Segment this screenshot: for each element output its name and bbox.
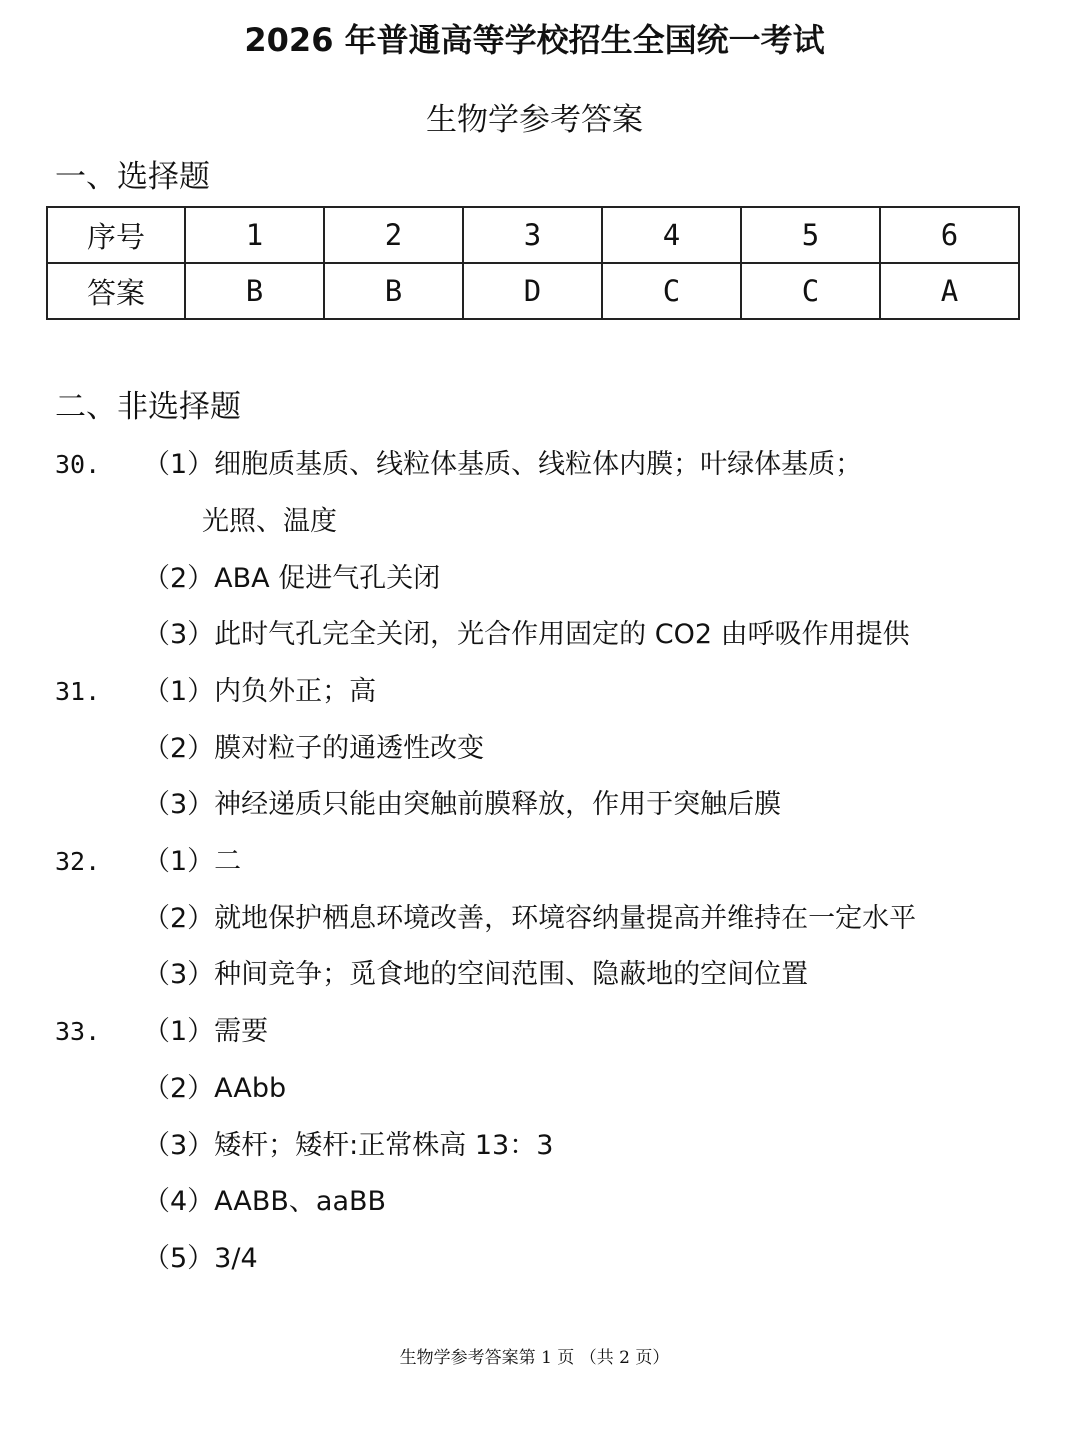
answer-line xyxy=(0,668,1069,716)
answer-line xyxy=(0,441,1069,489)
answer-line xyxy=(0,1235,1069,1283)
table-row-answers xyxy=(47,263,1019,319)
answer-text: （3）此时气孔完全关闭，光合作用固定的 CO2 由呼吸作用提供 xyxy=(143,619,910,650)
table-cell-number: 3 xyxy=(463,207,602,263)
answer-table xyxy=(46,206,1020,320)
answer-text: （1）需要 xyxy=(143,1016,269,1047)
question-number: 32. xyxy=(55,847,101,876)
answer-line xyxy=(0,1065,1069,1113)
question-number: 33. xyxy=(55,1017,101,1046)
answer-line xyxy=(0,1178,1069,1226)
page-subtitle: 生物学参考答案 xyxy=(426,102,643,138)
answer-line xyxy=(0,555,1069,603)
answer-line xyxy=(0,951,1069,999)
table-cell-answer: C xyxy=(602,263,741,319)
answer-line xyxy=(0,1122,1069,1170)
answer-line xyxy=(0,895,1069,943)
table-header-answer: 答案 xyxy=(47,263,185,319)
answer-text: （3）神经递质只能由突触前膜释放，作用于突触后膜 xyxy=(143,789,782,820)
answer-text: （2）ABA 促进气孔关闭 xyxy=(143,563,441,594)
answer-text: （2）就地保护栖息环境改善，环境容纳量提高并维持在一定水平 xyxy=(143,903,917,934)
answer-text: （1）细胞质基质、线粒体基质、线粒体内膜；叶绿体基质； xyxy=(143,449,863,480)
question-number: 30. xyxy=(55,450,101,479)
answer-text: 光照、温度 xyxy=(202,506,337,537)
answer-line xyxy=(0,725,1069,773)
table-cell-answer: B xyxy=(324,263,463,319)
table-cell-answer: C xyxy=(741,263,880,319)
answer-line xyxy=(0,1008,1069,1056)
page-footer: 生物学参考答案第 1 页 （共 2 页） xyxy=(399,1348,670,1368)
answer-text: （4）AABB、aaBB xyxy=(143,1186,387,1217)
table-cell-number: 1 xyxy=(185,207,324,263)
answer-line xyxy=(0,838,1069,886)
answer-text: （5）3/4 xyxy=(143,1243,258,1274)
table-header-number: 序号 xyxy=(47,207,185,263)
answer-line xyxy=(0,781,1069,829)
answer-line xyxy=(0,498,1069,546)
table-cell-answer: D xyxy=(463,263,602,319)
answer-text: （1）内负外正；高 xyxy=(143,676,377,707)
section-heading-multiple-choice: 一、选择题 xyxy=(55,159,210,195)
page-title: 2026 年普通高等学校招生全国统一考试 xyxy=(244,21,825,59)
table-cell-number: 4 xyxy=(602,207,741,263)
answer-text: （3）矮杆；矮杆:正常株高 13：3 xyxy=(143,1130,554,1161)
table-cell-answer: A xyxy=(880,263,1019,319)
table-cell-number: 2 xyxy=(324,207,463,263)
table-cell-answer: B xyxy=(185,263,324,319)
answer-text: （2）AAbb xyxy=(143,1073,287,1104)
section-heading-open-questions: 二、非选择题 xyxy=(55,389,241,425)
table-row-numbers xyxy=(47,207,1019,263)
table-cell-number: 6 xyxy=(880,207,1019,263)
answer-text: （1）二 xyxy=(143,846,242,877)
table-cell-number: 5 xyxy=(741,207,880,263)
answer-text: （3）种间竞争；觅食地的空间范围、隐蔽地的空间位置 xyxy=(143,959,809,990)
answer-text: （2）膜对粒子的通透性改变 xyxy=(143,733,485,764)
answer-line xyxy=(0,611,1069,659)
question-number: 31. xyxy=(55,677,101,706)
